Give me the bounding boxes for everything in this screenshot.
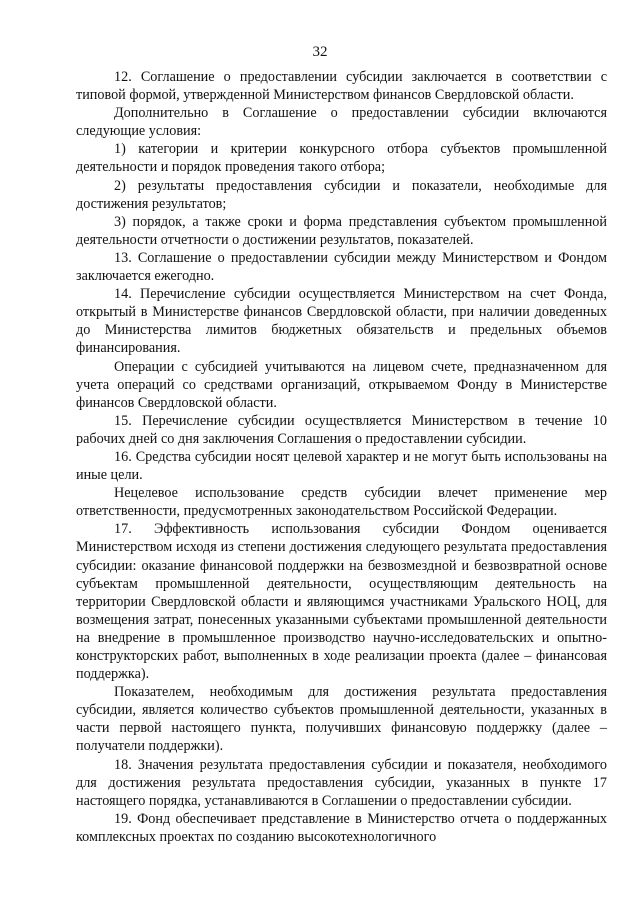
paragraph-17: 17. Эффективность использования субсидии Фондом оценивается Министерством исходя из степени достижения следующего результата предоставления субсидии: оказание финансовой поддержки на безвозмездной и безвозвратной основе субъектам промышленной деятельности, осуществляющим деятельность на территории Свердловской области и являющимся участниками Уральского НОЦ, для возмещения затрат, понесенных указанными субъектами промышленной деятельности на внедрение в промышленное производство научно-исследовательских и опытно-конструкторских работ, выполненных в ходе реализации проекта (далее – финансовая поддержка). xyxy=(76,521,607,683)
paragraph-18: 18. Значения результата предоставления субсидии и показателя, необходимого для достижения результата предоставления субсидии, указанных в пункте 17 настоящего порядка, устанавливаются в Соглашении о предоставлении субсидии. xyxy=(76,756,607,809)
paragraph-operations: Операции с субсидией учитываются на лицевом счете, предназначенном для учета операций со средствами организаций, открываемом Фонду в Министерстве финансов Свердловской области. xyxy=(76,358,607,411)
paragraph-16: 16. Средства субсидии носят целевой характер и не могут быть использованы на иные цели. xyxy=(76,448,607,484)
page-number: 32 xyxy=(312,44,328,60)
paragraph-19: 19. Фонд обеспечивает представление в Министерство отчета о поддержанных комплексных проектах по созданию высокотехнологичного xyxy=(76,810,607,845)
list-item-2: 2) результаты предоставления субсидии и показатели, необходимые для достижения результатов; xyxy=(76,177,607,212)
paragraph-additional-conditions: Дополнительно в Соглашение о предоставлении субсидии включаются следующие условия: xyxy=(76,105,607,140)
paragraph-12: 12. Соглашение о предоставлении субсидии заключается в соответствии с типовой формой, утвержденной Министерством финансов Свердловской области. xyxy=(76,69,607,104)
document-body xyxy=(76,68,607,846)
list-item-3: 3) порядок, а также сроки и форма представления субъектом промышленной деятельности отчетности о достижении результатов, показателей. xyxy=(76,213,607,248)
list-item-1: 1) категории и критерии конкурсного отбора субъектов промышленной деятельности и порядок проведения такого отбора; xyxy=(76,141,607,176)
paragraph-15: 15. Перечисление субсидии осуществляется Министерством в течение 10 рабочих дней со дня заключения Соглашения о предоставлении субсидии. xyxy=(76,412,607,447)
paragraph-13: 13. Соглашение о предоставлении субсидии между Министерством и Фондом заключается ежегодно. xyxy=(76,249,607,285)
paragraph-14: 14. Перечисление субсидии осуществляется Министерством на счет Фонда, открытый в Министерстве финансов Свердловской области, при наличии доведенных до Министерства лимитов бюджетных обязательств и предельных объемов финансирования. xyxy=(76,286,607,357)
paragraph-indicator: Показателем, необходимым для достижения результата предоставления субсидии, является количество субъектов промышленной деятельности, указанных в части первой настоящего пункта, получивших финансовую поддержку (далее – получатели поддержки). xyxy=(76,684,607,755)
paragraph-misuse: Нецелевое использование средств субсидии влечет применение мер ответственности, предусмотренных законодательством Российской Федерации. xyxy=(76,485,607,520)
